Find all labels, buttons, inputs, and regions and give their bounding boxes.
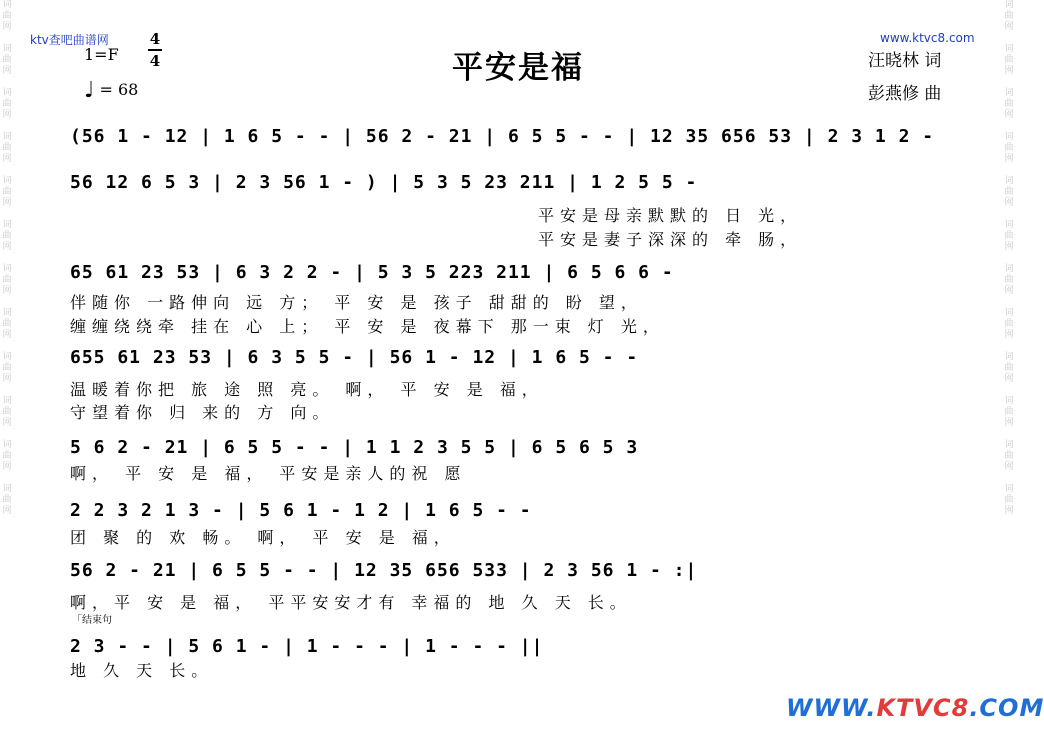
notation-line: 2 3 - - | 5 6 1 - | 1 - - - | 1 - - - || [70, 636, 544, 657]
lyric-line-verse2: 缠缠绕绕牵 挂在 心 上； 平 安 是 夜幕下 那一束 灯 光， [70, 317, 665, 336]
lyric-line-verse1: 平安是母亲默默的 日 光， [538, 206, 803, 225]
tempo-value: = 68 [99, 80, 139, 99]
score-row-4 [70, 347, 964, 373]
score-row-2 [70, 172, 964, 198]
notation-line: (56 1 - 12 | 1 6 5 - - | 56 2 - 21 | 6 5 5 - - | 12 35 656 53 | 2 3 1 2 - [70, 126, 935, 147]
notation-line: 655 61 23 53 | 6 3 5 5 - | 56 1 - 12 | 1 6 5 - - [70, 347, 639, 368]
score-row-7 [70, 560, 964, 586]
lyric-line: 地 久 天 长。 [70, 661, 214, 680]
quarter-note-icon: ♩ [84, 78, 95, 103]
score-row-1 [70, 126, 964, 152]
site-logo-bottom[interactable] [786, 694, 1044, 722]
notation-line: 65 61 23 53 | 6 3 2 2 - | 5 3 5 223 211 | 6 5 6 6 - [70, 262, 674, 283]
site-link-top-left[interactable]: ktv查吧曲谱网 [30, 33, 109, 47]
key-signature: 1=F [84, 45, 119, 64]
lyric-line-verse2: 守望着你 归 来的 方 向。 [70, 403, 335, 422]
side-watermark-left: 词 曲 网 词 曲 网 词 曲 网 词 曲 网 词 曲 网 词 曲 网 词 曲 网 词 曲 网 词 曲 网 词 曲 网 词 曲 网 词 曲 网 [2, 0, 12, 516]
notation-line: 2 2 3 2 1 3 - | 5 6 1 - 1 2 | 1 6 5 - - [70, 500, 532, 521]
score-row-3 [70, 262, 964, 288]
side-watermark-right: 词 曲 网 词 曲 网 词 曲 网 词 曲 网 词 曲 网 词 曲 网 词 曲 网 词 曲 网 词 曲 网 词 曲 网 词 曲 网 词 曲 网 [1004, 0, 1014, 516]
notation-line: 56 12 6 5 3 | 2 3 56 1 - ) | 5 3 5 23 211 | 1 2 5 5 - [70, 172, 698, 193]
site-logo-part: KTVC8 [876, 694, 970, 722]
meter-top: 4 [149, 30, 161, 48]
score-row-5 [70, 437, 964, 463]
notation-line: 56 2 - 21 | 6 5 5 - - | 12 35 656 533 | 2 3 56 1 - :| [70, 560, 698, 581]
lyric-line: 啊， 平 安 是 福， 平安是亲人的祝 愿 [70, 464, 467, 483]
site-logo-part: WWW. [786, 694, 877, 722]
site-link-top-right[interactable]: www.ktvc8.com [880, 31, 975, 45]
lyric-line: 团 聚 的 欢 畅。 啊， 平 安 是 福， [70, 528, 456, 547]
score-row-6 [70, 500, 964, 526]
meter-bottom: 4 [149, 52, 161, 70]
lyric-line: 啊，平 安 是 福， 平平安安才有 幸福的 地 久 天 长。 [70, 593, 632, 612]
lyric-line-verse1: 伴随你 一路伸向 远 方； 平 安 是 孩子 甜甜的 盼 望， [70, 293, 643, 312]
lyric-line-verse1: 温暖着你把 旅 途 照 亮。 啊， 平 安 是 福， [70, 380, 544, 399]
lyricist-credit: 汪晓林 词 [868, 51, 942, 71]
song-title: 平安是福 [452, 50, 584, 86]
lyric-line-verse2: 平安是妻子深深的 牵 肠， [538, 230, 803, 249]
ending-label: 「结束句 [72, 615, 112, 626]
composer-credit: 彭燕修 曲 [868, 84, 942, 104]
notation-line: 5 6 2 - 21 | 6 5 5 - - | 1 1 2 3 5 5 | 6 5 6 5 3 [70, 437, 639, 458]
site-logo-part: .COM [969, 694, 1044, 722]
